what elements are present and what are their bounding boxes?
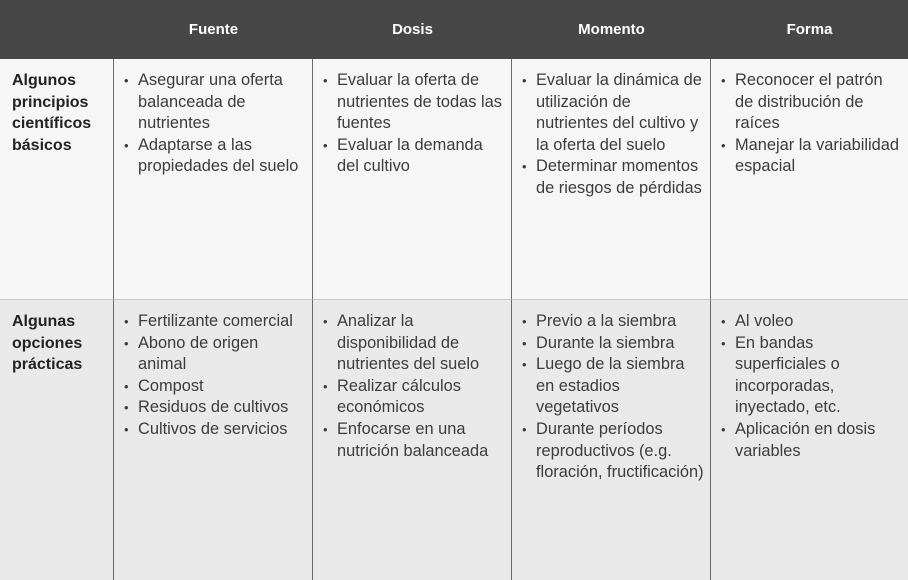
bullet-list: [721, 311, 902, 462]
list-item: • Compost: [124, 376, 306, 398]
cell-principios-forma: [711, 59, 908, 300]
list-item: • Realizar cálculos económicos: [323, 376, 505, 419]
header-fuente: Fuente: [114, 0, 313, 59]
list-item: • Asegurar una oferta balanceada de nutrientes: [124, 70, 306, 135]
header-forma: Forma: [711, 0, 908, 59]
list-item: • Adaptarse a las propiedades del suelo: [124, 135, 306, 178]
list-item: • Fertilizante comercial: [124, 311, 306, 333]
row-label-principios: Algunos principios científicos básicos: [0, 59, 114, 300]
list-item: • Evaluar la demanda del cultivo: [323, 135, 505, 178]
cell-principios-dosis: [313, 59, 512, 300]
list-item: • Durante períodos reproductivos (e.g. floración, fructificación): [522, 419, 704, 484]
bullet-list: [124, 70, 306, 178]
list-item: • Manejar la variabilidad espacial: [721, 135, 902, 178]
list-item: • Luego de la siembra en estadios vegetativos: [522, 354, 704, 419]
cell-opciones-fuente: [114, 300, 313, 580]
list-item: • Previo a la siembra: [522, 311, 704, 333]
list-item: • Determinar momentos de riesgos de pérdidas: [522, 156, 704, 199]
header-momento: Momento: [512, 0, 711, 59]
list-item: • Durante la siembra: [522, 333, 704, 355]
cell-opciones-dosis: [313, 300, 512, 580]
list-item: • Cultivos de servicios: [124, 419, 306, 441]
row-label-opciones: Algunas opciones prácticas: [0, 300, 114, 580]
cell-opciones-momento: [512, 300, 711, 580]
list-item: • Abono de origen animal: [124, 333, 306, 376]
list-item: • Al voleo: [721, 311, 902, 333]
list-item: • Evaluar la oferta de nutrientes de todas las fuentes: [323, 70, 505, 135]
bullet-list: [522, 70, 704, 200]
header-dosis: Dosis: [313, 0, 512, 59]
bullet-list: [323, 311, 505, 462]
list-item: • En bandas superficiales o incorporadas, inyectado, etc.: [721, 333, 902, 419]
cell-principios-momento: [512, 59, 711, 300]
list-item: • Enfocarse en una nutrición balanceada: [323, 419, 505, 462]
list-item: • Evaluar la dinámica de utilización de nutrientes del cultivo y la oferta del suelo: [522, 70, 704, 156]
list-item: • Analizar la disponibilidad de nutrientes del suelo: [323, 311, 505, 376]
bullet-list: [522, 311, 704, 484]
bullet-list: [323, 70, 505, 178]
cell-opciones-forma: [711, 300, 908, 580]
header-corner: [0, 0, 114, 59]
cell-principios-fuente: [114, 59, 313, 300]
bullet-list: [124, 311, 306, 441]
list-item: • Aplicación en dosis variables: [721, 419, 902, 462]
bullet-list: [721, 70, 902, 178]
list-item: • Reconocer el patrón de distribución de raíces: [721, 70, 902, 135]
list-item: • Residuos de cultivos: [124, 397, 306, 419]
